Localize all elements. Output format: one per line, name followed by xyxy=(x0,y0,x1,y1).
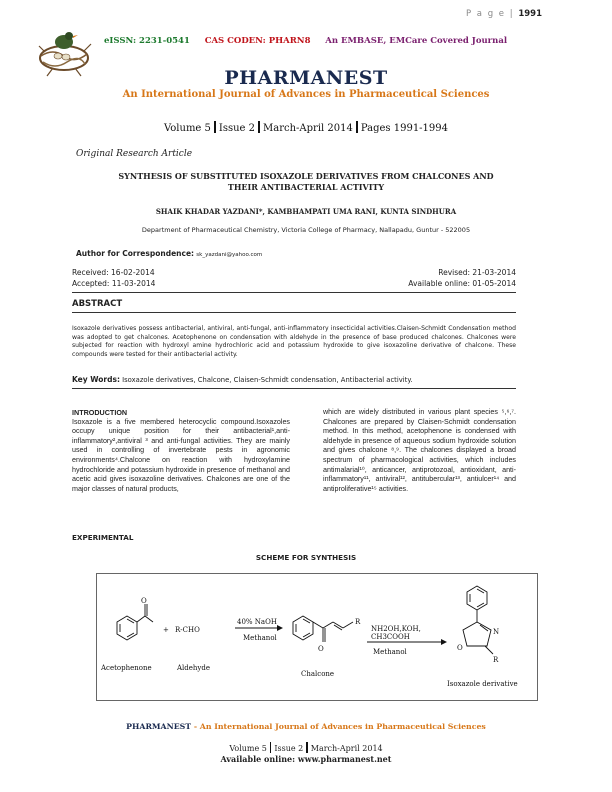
dates-row-1 xyxy=(72,268,516,277)
atom-o: O xyxy=(457,644,463,652)
correspondence: Author for Correspondence: sk_yazdani@yahoo.com xyxy=(76,249,263,258)
body-column-2 xyxy=(323,408,516,494)
period: March-April 2014 xyxy=(263,123,353,134)
article-type: Original Research Article xyxy=(76,149,193,159)
footer-journal: PHARMANEST - An International Journal of Advances in Pharmaceutical Sciences xyxy=(126,722,486,731)
affiliation: Department of Pharmaceutical Chemistry, Victoria College of Pharmacy, Nallapadu, Guntur - 522005 xyxy=(141,226,471,234)
footer-volume: Volume 5 Issue 2 March-April 2014 xyxy=(229,744,383,753)
isoxazole-ring xyxy=(463,622,491,646)
divider xyxy=(72,292,516,293)
condition-methanol-1: Methanol xyxy=(243,634,277,642)
volume-info xyxy=(0,121,612,134)
indexing: An EMBASE, EMCare Covered Journal xyxy=(325,36,508,46)
journal-identifiers xyxy=(104,36,507,46)
journal-subtitle: An International Journal of Advances in Pharmaceutical Sciences xyxy=(122,89,490,100)
scheme-diagram xyxy=(97,574,537,700)
condition-reagents-1: NH2OH,KOH, xyxy=(371,625,421,633)
intro-text: Isoxazole is a five membered heterocyclic compound.Isoxazoles occupy unique position for their antibacterial¹,anti-inflammatory²,antiviral ³ and anti-fungal activities. They are mainly used in controlling of invertebrate pests in agronomic environments⁴.Chalcone on reaction with hydroxylamine hydrochloride and potassium hydroxide in presence of methanol and acetic acid gives isoxazoline derivatives. Chalcones are one of the major classes of natural products, xyxy=(72,417,290,493)
label-aldehyde: Aldehyde xyxy=(177,664,211,672)
atom-o: O xyxy=(141,597,147,605)
atom-r: R xyxy=(355,618,361,626)
plus-sign: + xyxy=(163,626,169,634)
atom-n: N xyxy=(493,628,500,636)
dates-row-2 xyxy=(72,279,516,288)
revised-date: Revised: 21-03-2014 xyxy=(438,268,516,277)
issue: Issue 2 xyxy=(218,123,256,134)
label-isoxazole: Isoxazole derivative xyxy=(447,680,518,688)
body-column-1 xyxy=(72,408,290,494)
divider xyxy=(72,312,516,313)
label-acetophenone: Acetophenone xyxy=(101,664,152,672)
received-date: Received: 16-02-2014 xyxy=(72,268,155,277)
atom-r: R xyxy=(493,656,499,664)
page-number: P a g e | 1991 xyxy=(465,9,542,19)
keywords: Key Words: Isoxazole derivatives, Chalcone, Claisen-Schmidt condensation, Antibacterial activity. xyxy=(72,375,413,384)
volume: Volume 5 xyxy=(163,123,211,134)
atom-o: O xyxy=(318,645,324,653)
article-title: SYNTHESIS OF SUBSTITUTED ISOXAZOLE DERIVATIVES FROM CHALCONES AND THEIR ANTIBACTERIAL ACTIVITY xyxy=(118,171,494,192)
available-date: Available online: 01-05-2014 xyxy=(408,279,516,288)
eissn: eISSN: 2231-0541 xyxy=(104,36,190,46)
footer-website[interactable]: Available online: www.pharmanest.net xyxy=(220,754,392,764)
accepted-date: Accepted: 11-03-2014 xyxy=(72,279,156,288)
condition-methanol-2: Methanol xyxy=(373,648,407,656)
abstract-text: Isoxazole derivatives possess antibacterial, antiviral, anti-fungal, anti-inflammatory insecticidal activities.Claisen-Schmidt Condensation method was adopted to get chalcones. Acetophenone on condensation with aldehyde in the presence of base produced chalcones. Chalcones were subjected for reaction with hydroxyl amine hydrochloric acid and potassium hydroxide to give isoxazoline derivative of chalcone. These compounds were tested for their antibacterial activity. xyxy=(72,325,516,358)
experimental-heading: EXPERIMENTAL xyxy=(72,533,134,542)
intro-heading: INTRODUCTION xyxy=(72,408,128,417)
condition-reagents-2: CH3COOH xyxy=(371,633,410,641)
synthesis-scheme xyxy=(96,573,538,701)
divider xyxy=(72,388,516,389)
scheme-title: SCHEME FOR SYNTHESIS xyxy=(255,553,357,562)
authors: SHAIK KHADAR YAZDANI*, KAMBHAMPATI UMA RANI, KUNTA SINDHURA xyxy=(155,207,457,216)
corr-email[interactable]: sk_yazdani@yahoo.com xyxy=(196,252,263,258)
pages: Pages 1991-1994 xyxy=(360,123,449,134)
reagent-rcho: R-CHO xyxy=(175,626,200,634)
condition-naoh: 40% NaOH xyxy=(237,618,277,626)
intro-text-continued: which are widely distributed in various plant species ⁵,⁶,⁷. Chalcones are prepared by Claisen-Schmidt condensation method. In this method, acetophenone is condensed with aldehyde in presence of aqueous sodium hydroxide solution and gives chalcone ⁸,⁹. The chalcones displayed a broad spectrum of pharmacological activities, which includes antimalarial¹⁰, anticancer, antiprotozoal, antioxidant, anti-inflammatory¹¹, antiviral¹², antitubercular¹³, antiulcer¹⁴ and antiproliferative¹⁵ activities. xyxy=(323,408,516,493)
journal-name: PHARMANEST xyxy=(224,67,388,89)
abstract-heading: ABSTRACT xyxy=(72,299,123,309)
label-chalcone: Chalcone xyxy=(301,670,335,678)
coden: CAS CODEN: PHARN8 xyxy=(204,36,311,46)
